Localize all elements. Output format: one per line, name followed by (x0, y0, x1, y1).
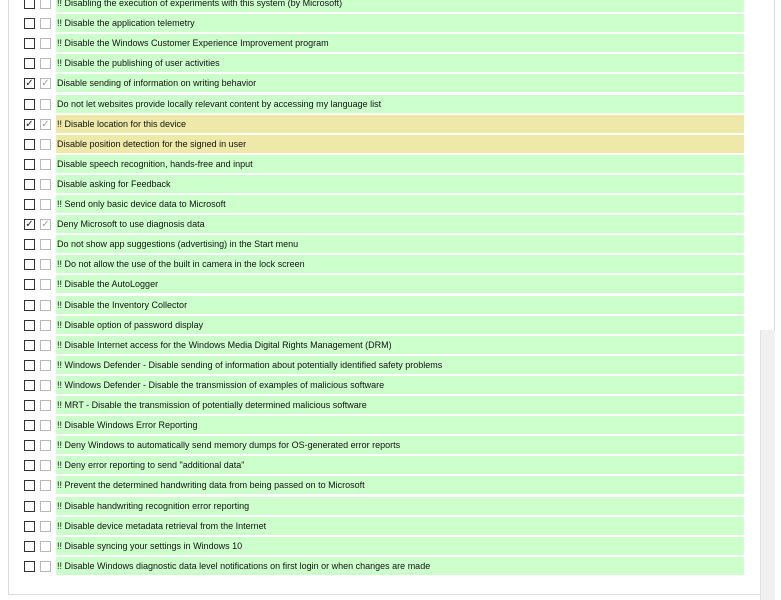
setting-label: !! Disable the application telemetry (56, 14, 744, 32)
setting-label: Disable sending of information on writing behavior (56, 74, 744, 92)
setting-label: !! Disable the AutoLogger (56, 275, 744, 293)
setting-label: !! MRT - Disable the transmission of potentially determined malicious software (56, 396, 744, 414)
apply-checkbox[interactable] (24, 380, 35, 391)
secondary-checkbox[interactable] (40, 99, 51, 110)
secondary-checkbox[interactable] (40, 340, 51, 351)
secondary-checkbox[interactable] (40, 239, 51, 250)
setting-row[interactable] (0, 274, 781, 294)
apply-checkbox[interactable] (24, 400, 35, 411)
setting-row[interactable] (0, 496, 781, 516)
apply-checkbox[interactable] (24, 159, 35, 170)
setting-row[interactable] (0, 214, 781, 234)
apply-checkbox[interactable] (24, 420, 35, 431)
apply-checkbox[interactable] (24, 480, 35, 491)
secondary-checkbox[interactable] (40, 541, 51, 552)
setting-label: Disable position detection for the signed in user (56, 135, 744, 153)
setting-label: !! Disable Windows diagnostic data level notifications on first login or when changes are made (56, 557, 744, 575)
setting-row[interactable] (0, 315, 781, 335)
setting-row[interactable] (0, 395, 781, 415)
secondary-checkbox[interactable] (40, 501, 51, 512)
secondary-checkbox[interactable] (40, 480, 51, 491)
secondary-checkbox[interactable] (40, 400, 51, 411)
setting-label: Disable speech recognition, hands-free and input (56, 155, 744, 173)
apply-checkbox[interactable] (24, 199, 35, 210)
secondary-checkbox[interactable] (40, 420, 51, 431)
secondary-checkbox[interactable] (40, 259, 51, 270)
setting-label: !! Windows Defender - Disable the transmission of examples of malicious software (56, 376, 744, 394)
apply-checkbox[interactable] (24, 460, 35, 471)
setting-row[interactable] (0, 335, 781, 355)
secondary-checkbox[interactable] (40, 279, 51, 290)
apply-checkbox[interactable] (24, 561, 35, 572)
setting-label: !! Prevent the determined handwriting data from being passed on to Microsoft (56, 476, 744, 494)
setting-row[interactable] (0, 94, 781, 114)
apply-checkbox[interactable] (24, 259, 35, 270)
setting-label: !! Disable device metadata retrieval from the Internet (56, 517, 744, 535)
apply-checkbox[interactable]: ✓ (25, 219, 34, 231)
apply-checkbox[interactable] (24, 279, 35, 290)
secondary-checkbox[interactable] (40, 58, 51, 69)
secondary-checkbox[interactable] (40, 440, 51, 451)
apply-checkbox[interactable]: ✓ (25, 118, 34, 130)
setting-row[interactable] (0, 556, 781, 576)
setting-label: !! Deny Windows to automatically send memory dumps for OS-generated error reports (56, 436, 744, 454)
setting-row[interactable] (0, 174, 781, 194)
setting-row[interactable] (0, 475, 781, 495)
apply-checkbox[interactable] (24, 0, 35, 9)
setting-label: !! Disable the Inventory Collector (56, 296, 744, 314)
setting-label: !! Disable the publishing of user activities (56, 54, 744, 72)
setting-row[interactable] (0, 13, 781, 33)
setting-row[interactable] (0, 516, 781, 536)
setting-row[interactable] (0, 355, 781, 375)
setting-label: !! Disable option of password display (56, 316, 744, 334)
apply-checkbox[interactable] (24, 58, 35, 69)
setting-row[interactable] (0, 234, 781, 254)
setting-label: !! Disable the Windows Customer Experience Improvement program (56, 34, 744, 52)
setting-row[interactable] (0, 455, 781, 475)
secondary-checkbox[interactable] (40, 38, 51, 49)
apply-checkbox[interactable] (24, 340, 35, 351)
secondary-checkbox[interactable] (40, 0, 51, 9)
apply-checkbox[interactable] (24, 300, 35, 311)
apply-checkbox[interactable]: ✓ (25, 78, 34, 90)
apply-checkbox[interactable] (24, 18, 35, 29)
secondary-checkbox[interactable] (40, 199, 51, 210)
apply-checkbox[interactable] (24, 38, 35, 49)
secondary-checkbox[interactable] (40, 18, 51, 29)
setting-row[interactable] (0, 375, 781, 395)
setting-label: Do not show app suggestions (advertising) in the Start menu (56, 235, 744, 253)
setting-row[interactable] (0, 154, 781, 174)
setting-row[interactable] (0, 0, 781, 13)
secondary-checkbox[interactable] (40, 360, 51, 371)
setting-label: !! Disabling the execution of experiments with this system (by Microsoft) (56, 0, 744, 12)
apply-checkbox[interactable] (24, 521, 35, 532)
setting-row[interactable] (0, 73, 781, 93)
setting-label: Disable asking for Feedback (56, 175, 744, 193)
setting-label: !! Deny error reporting to send "additional data" (56, 456, 744, 474)
secondary-checkbox[interactable]: ✓ (41, 118, 50, 130)
setting-label: !! Do not allow the use of the built in camera in the lock screen (56, 255, 744, 273)
apply-checkbox[interactable] (24, 541, 35, 552)
setting-label: !! Send only basic device data to Microsoft (56, 195, 744, 213)
secondary-checkbox[interactable] (40, 521, 51, 532)
apply-checkbox[interactable] (24, 179, 35, 190)
apply-checkbox[interactable] (24, 320, 35, 331)
secondary-checkbox[interactable] (40, 460, 51, 471)
apply-checkbox[interactable] (24, 99, 35, 110)
setting-row[interactable] (0, 254, 781, 274)
secondary-checkbox[interactable] (40, 179, 51, 190)
secondary-checkbox[interactable] (40, 320, 51, 331)
apply-checkbox[interactable] (24, 440, 35, 451)
apply-checkbox[interactable] (24, 239, 35, 250)
setting-row[interactable] (0, 415, 781, 435)
setting-row[interactable] (0, 114, 781, 134)
setting-row[interactable] (0, 435, 781, 455)
setting-row[interactable] (0, 53, 781, 73)
apply-checkbox[interactable] (24, 139, 35, 150)
secondary-checkbox[interactable] (40, 561, 51, 572)
setting-label: Do not let websites provide locally relevant content by accessing my language list (56, 95, 744, 113)
setting-row[interactable] (0, 33, 781, 53)
setting-row[interactable] (0, 536, 781, 556)
setting-label: !! Windows Defender - Disable sending of information about potentially identified safety problems (56, 356, 744, 374)
setting-row[interactable] (0, 194, 781, 214)
secondary-checkbox[interactable] (40, 380, 51, 391)
setting-label: !! Disable Windows Error Reporting (56, 416, 744, 434)
setting-row[interactable] (0, 134, 781, 154)
secondary-checkbox[interactable] (40, 159, 51, 170)
apply-checkbox[interactable] (24, 501, 35, 512)
setting-label: Deny Microsoft to use diagnosis data (56, 215, 744, 233)
secondary-checkbox[interactable] (40, 300, 51, 311)
setting-label: !! Disable syncing your settings in Windows 10 (56, 537, 744, 555)
secondary-checkbox[interactable]: ✓ (41, 78, 50, 90)
setting-label: !! Disable handwriting recognition error reporting (56, 497, 744, 515)
setting-label: !! Disable location for this device (56, 115, 744, 133)
secondary-checkbox[interactable] (40, 139, 51, 150)
apply-checkbox[interactable] (24, 360, 35, 371)
setting-label: !! Disable Internet access for the Windows Media Digital Rights Management (DRM) (56, 336, 744, 354)
secondary-checkbox[interactable]: ✓ (41, 219, 50, 231)
vertical-scrollbar[interactable] (760, 330, 775, 600)
setting-row[interactable] (0, 295, 781, 315)
